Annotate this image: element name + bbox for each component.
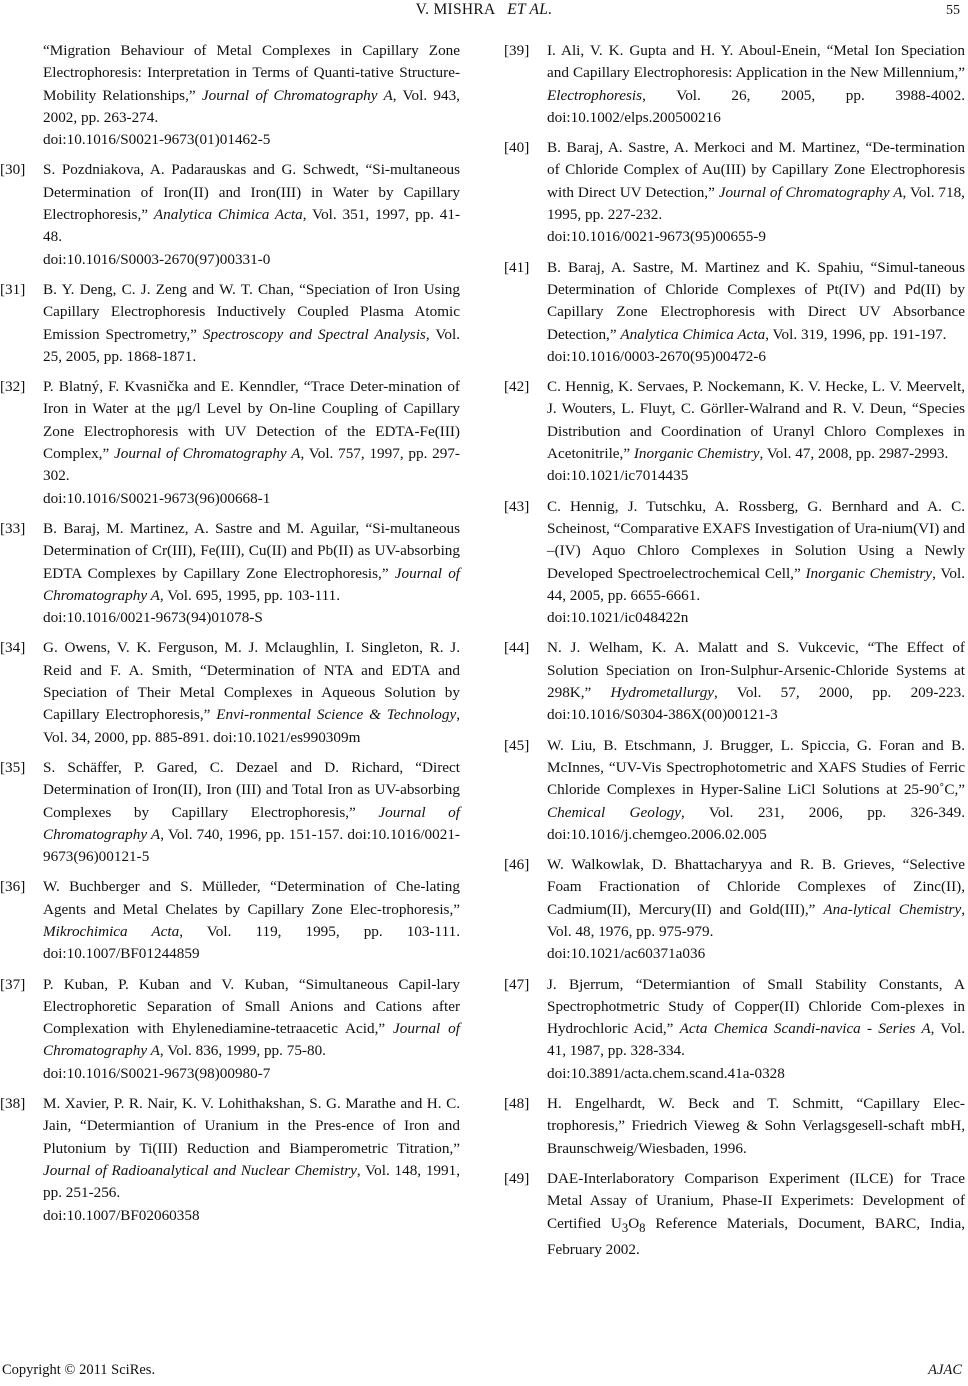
reference-text: B. Baraj, A. Sastre, A. Merkoci and M. Martinez, “De-termination of Chloride Complex of Au(III) by Capillary Zone Electrophoresis with Direct UV Detection,” Journal of Chromatography A, Vol. 718, 1995, pp. 227-232. — [547, 139, 965, 224]
reference-number: [41] — [504, 258, 530, 276]
reference-doi: doi:10.1021/ac60371a036 — [547, 945, 706, 963]
reference-number: [44] — [504, 639, 530, 657]
reference-entry — [0, 159, 460, 270]
reference-entry — [0, 876, 460, 965]
reference-text: P. Kuban, P. Kuban and V. Kuban, “Simultaneous Capil-lary Electrophoretic Separation of Small Anions and Cations after Complexation with Ehylenediamine-tetraacetic Acid,” Journal of Chromatography A, Vol. 836, 1999, pp. 75-80. — [43, 975, 460, 1060]
reference-entry — [0, 757, 460, 868]
reference-entry — [504, 137, 965, 248]
reference-doi: doi:10.1016/0021-9673(95)00655-9 — [547, 228, 766, 246]
page-number: 55 — [946, 3, 960, 18]
reference-doi: doi:10.1007/BF02060358 — [43, 1206, 200, 1224]
reference-text: G. Owens, V. K. Ferguson, M. J. Mclaughlin, I. Singleton, R. J. Reid and F. A. Smith, “Determination of NTA and EDTA and Speciation of Their Metal Complexes in Aqueous Solution by Capillary Electrophoresis,” Envi-ronmental Science & Technology, Vol. 34, 2000, pp. 885-891. doi:10.1021/es990309m — [43, 639, 460, 746]
reference-number: [37] — [0, 975, 26, 993]
reference-text: B. Y. Deng, C. J. Zeng and W. T. Chan, “Speciation of Iron Using Capillary Electrophoresis Inductively Coupled Plasma Atomic Emission Spectrometry,” Spectroscopy and Spectral Analysis, Vol. 25, 2005, pp. 1868-1871. — [43, 280, 460, 365]
references-left-column — [0, 40, 460, 1235]
reference-doi: doi:10.1016/S0003-2670(97)00331-0 — [43, 250, 271, 268]
reference-text: DAE-Interlaboratory Comparison Experiment (ILCE) for Trace Metal Assay of Uranium, Phase-II Experimets: Development of Certified $U_3O_8$ Reference Materials, Document, BARC, India, February 2002. — [547, 1169, 965, 1258]
reference-doi: doi:10.3891/acta.chem.scand.41a-0328 — [547, 1064, 785, 1082]
reference-number: [43] — [504, 497, 530, 515]
reference-text: W. Walkowlak, D. Bhattacharyya and R. B. Grieves, “Selective Foam Fractionation of Chloride Complexes of Zinc(II), Cadmium(II), Mercury(II) and Gold(III),” Ana-lytical Chemistry, Vol. 48, 1976, pp. 975-979. — [547, 856, 965, 940]
reference-text: W. Liu, B. Etschmann, J. Brugger, L. Spiccia, G. Foran and B. McInnes, “UV-Vis Spectrophotometric and XAFS Studies of Ferric Chloride Complexes in Hyper-Saline LiCl Solutions at 25-90˚C,” Chemical Geology, Vol. 231, 2006, pp. 326-349. doi:10.1016/j.chemgeo.2006.02.005 — [547, 736, 965, 843]
reference-number: [48] — [504, 1095, 530, 1113]
reference-text: S. Pozdniakova, A. Padarauskas and G. Schwedt, “Si-multaneous Determination of Iron(II) and Iron(III) in Water by Capillary Electrophoresis,” Analytica Chimica Acta, Vol. 351, 1997, pp. 41-48. — [43, 161, 460, 246]
reference-text: B. Baraj, A. Sastre, M. Martinez and K. Spahiu, “Simul-taneous Determination of Chloride Complexes of Pt(IV) and Pd(II) by Capillary Zone Electrophoresis with Direct UV Absorbance Detection,” Analytica Chimica Acta, Vol. 319, 1996, pp. 191-197. — [547, 258, 965, 343]
reference-doi: doi:10.1021/ic7014435 — [547, 467, 689, 485]
reference-entry — [0, 1093, 460, 1227]
reference-number: [46] — [504, 856, 530, 874]
journal-abbreviation: AJAC — [928, 1362, 962, 1378]
reference-number: [35] — [0, 758, 26, 776]
reference-entry — [504, 40, 965, 129]
reference-number: [45] — [504, 736, 530, 754]
reference-number: [34] — [0, 639, 26, 657]
reference-number: [49] — [504, 1169, 530, 1187]
reference-text: P. Blatný, F. Kvasnička and E. Kenndler, “Trace Deter-mination of Iron in Water at the μg/l Level by On-line Coupling of Capillary Zone Electrophoresis with UV Detection of the EDTA-Fe(III) Complex,” Journal of Chromatography A, Vol. 757, 1997, pp. 297-302. — [43, 378, 460, 485]
reference-text: B. Baraj, M. Martinez, A. Sastre and M. Aguilar, “Si-multaneous Determination of Cr(III), Fe(III), Cu(II) and Pb(II) as UV-absorbing EDTA Complexes by Capillary Zone Electrophoresis,” Journal of Chromatography A, Vol. 695, 1995, pp. 103-111. — [43, 519, 461, 604]
reference-doi: doi:10.1016/S0021-9673(96)00668-1 — [43, 489, 271, 507]
reference-text: I. Ali, V. K. Gupta and H. Y. Aboul-Enein, “Metal Ion Speciation and Capillary Electrophoresis: Application in the New Millennium,” Electrophoresis, Vol. 26, 2005, pp. 3988-4002. doi:10.1002/elps.200500216 — [547, 42, 965, 126]
reference-entry — [0, 974, 460, 1085]
reference-entry — [504, 257, 965, 368]
reference-entry — [504, 974, 965, 1085]
reference-text: W. Buchberger and S. Mülleder, “Determination of Che-lating Agents and Metal Chelates by Capillary Zone Elec-trophoresis,” Mikrochimica Acta, Vol. 119, 1995, pp. 103-111. doi:10.1007/BF01244859 — [43, 878, 461, 963]
reference-text: C. Hennig, J. Tutschku, A. Rossberg, G. Bernhard and A. C. Scheinost, “Comparative EXAFS Investigation of Ura-nium(VI) and –(IV) Aquo Chloro Complexes in Solution Using a Newly Developed Spectroelectrochemical Cell,” Inorganic Chemistry, Vol. 44, 2005, pp. 6655-6661. — [547, 497, 965, 604]
reference-number: [38] — [0, 1095, 26, 1113]
reference-doi: doi:10.1016/0003-2670(95)00472-6 — [547, 347, 766, 365]
copyright-notice: Copyright © 2011 SciRes. — [2, 1362, 156, 1378]
reference-text: J. Bjerrum, “Determiantion of Small Stability Constants, A Spectrophotmetric Study of Copper(II) Chloride Com-plexes in Hydrochloric Acid,” Acta Chemica Scandi-navica - Series A, Vol. 41, 1987, pp. 328-334. — [547, 975, 965, 1060]
reference-doi: doi:10.1021/ic048422n — [547, 609, 689, 627]
reference-entry — [0, 518, 460, 629]
reference-text: “Migration Behaviour of Metal Complexes in Capillary Zone Electrophoresis: Interpretation in Terms of Quanti-tative Structure-Mobility Relationships,” Journal of Chromatography A, Vol. 943, 2002, pp. 263-274. — [43, 42, 460, 126]
reference-number: [33] — [0, 519, 26, 537]
reference-text: M. Xavier, P. R. Nair, K. V. Lohithakshan, S. G. Marathe and H. C. Jain, “Determiantion of Uranium in the Pres-ence of Iron and Plutonium by Ti(III) Reduction and Biamperometric Titration,” Journal of Radioanalytical and Nuclear Chemistry, Vol. 148, 1991, pp. 251-256. — [43, 1095, 460, 1202]
running-title-author: V. MISHRA — [415, 1, 495, 18]
references-right-column — [504, 40, 965, 1269]
reference-number: [32] — [0, 378, 26, 396]
reference-text: N. J. Welham, K. A. Malatt and S. Vukcevic, “The Effect of Solution Speciation on Iron-Sulphur-Arsenic-Chloride Systems at 298K,” Hydrometallurgy, Vol. 57, 2000, pp. 209-223. doi:10.1016/S0304-386X(00)00121-3 — [547, 639, 965, 724]
reference-text: C. Hennig, K. Servaes, P. Nockemann, K. V. Hecke, L. V. Meervelt, J. Wouters, L. Fluyt, C. Görller-Walrand and R. V. Deun, “Species Distribution and Coordination of Uranyl Chloro Complexes in Acetonitrile,” Inorganic Chemistry, Vol. 47, 2008, pp. 2987-2993. — [547, 378, 965, 463]
running-title-etal: ET AL. — [507, 1, 553, 18]
reference-entry — [0, 376, 460, 510]
reference-entry — [0, 40, 460, 151]
running-title — [0, 1, 968, 19]
reference-entry — [504, 1168, 965, 1261]
reference-entry — [504, 376, 965, 487]
reference-number: [36] — [0, 878, 26, 896]
reference-number: [47] — [504, 975, 530, 993]
reference-number: [40] — [504, 139, 530, 157]
page-footer — [0, 1362, 968, 1384]
reference-number: [31] — [0, 280, 26, 298]
reference-entry — [504, 496, 965, 630]
reference-entry — [504, 637, 965, 726]
reference-number: [39] — [504, 42, 530, 59]
reference-doi: doi:10.1016/S0021-9673(01)01462-5 — [43, 131, 271, 149]
reference-entry — [504, 1093, 965, 1160]
page-header — [0, 0, 968, 26]
reference-entry — [0, 279, 460, 368]
reference-number: [30] — [0, 161, 26, 179]
reference-entry — [504, 854, 965, 965]
reference-text: H. Engelhardt, W. Beck and T. Schmitt, “Capillary Elec-trophoresis,” Friedrich Vieweg & Sohn Verlagsgesell-schaft mbH, Braunschweig/Wiesbaden, 1996. — [547, 1095, 965, 1157]
reference-entry — [504, 735, 965, 846]
reference-text: S. Schäffer, P. Gared, C. Dezael and D. Richard, “Direct Determination of Iron(II), Iron (III) and Total Iron as UV-absorbing Complexes by Capillary Electrophoresis,” Journal of Chromatography A, Vol. 740, 1996, pp. 151-157. doi:10.1016/0021-9673(96)00121-5 — [43, 758, 460, 866]
reference-doi: doi:10.1016/S0021-9673(98)00980-7 — [43, 1064, 271, 1082]
reference-doi: doi:10.1016/0021-9673(94)01078-S — [43, 609, 263, 627]
reference-number: [42] — [504, 378, 530, 396]
reference-entry — [0, 637, 460, 748]
